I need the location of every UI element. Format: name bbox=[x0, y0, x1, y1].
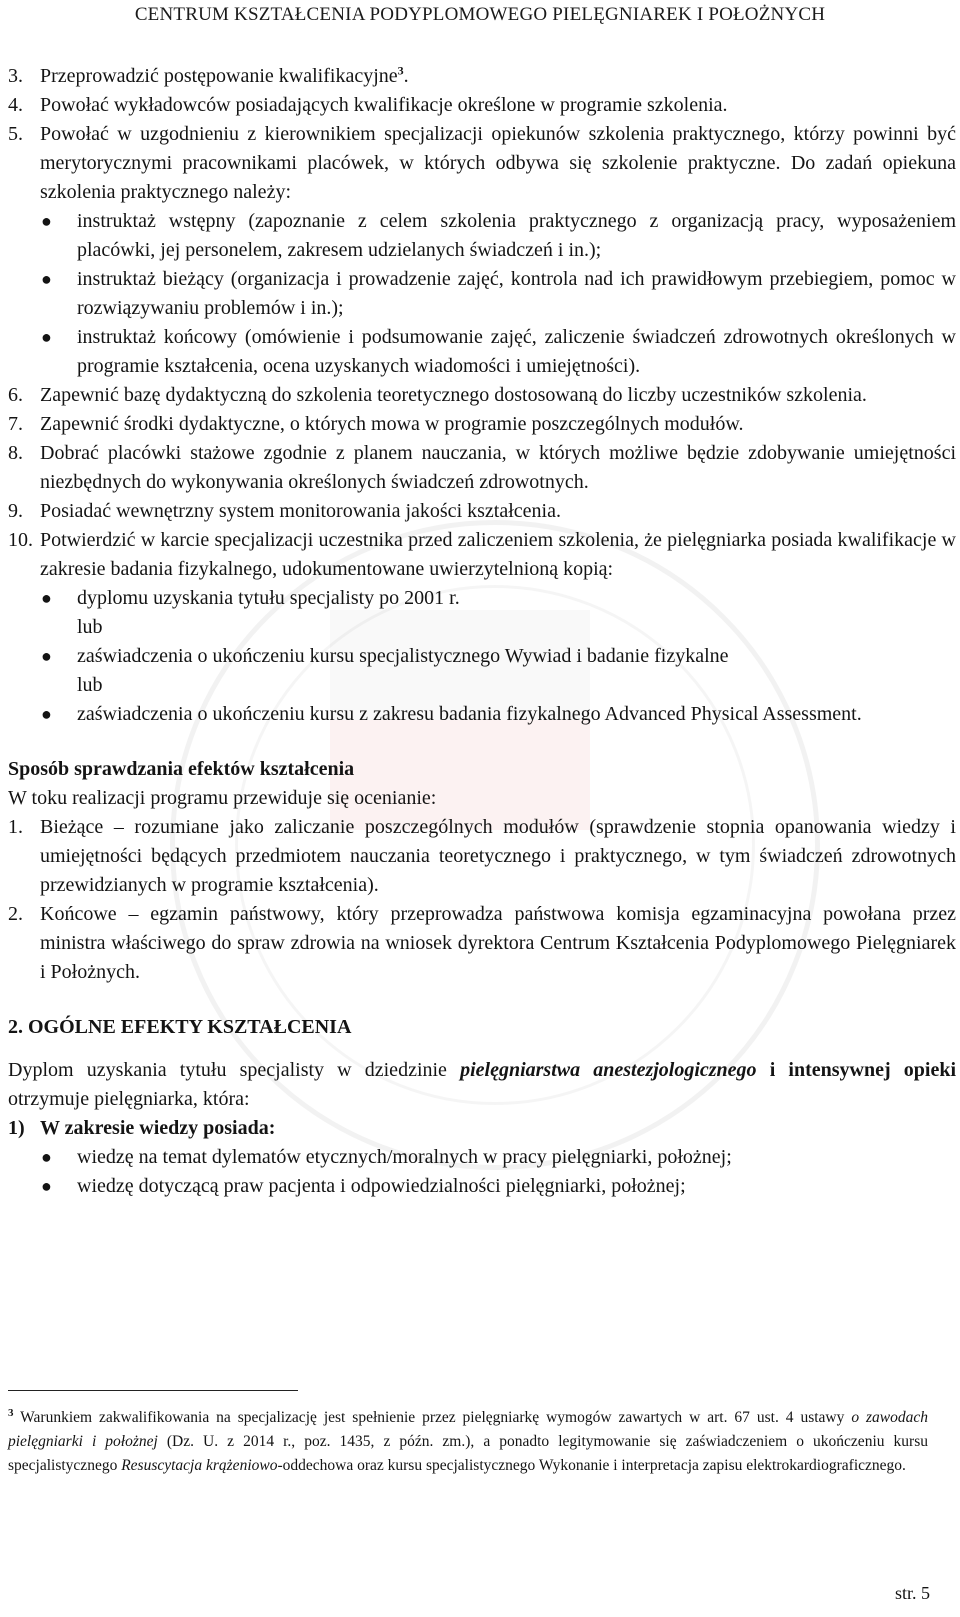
bullet-icon: ● bbox=[41, 269, 52, 289]
section-paragraph: Dyplom uzyskania tytułu specjalisty w dziedzinie pielęgniarstwa anestezjologicznego i intensywnej opieki otrzymuje pielęgniarka, która: bbox=[8, 1059, 956, 1110]
bullet-icon: ● bbox=[41, 646, 52, 666]
main-content bbox=[8, 62, 956, 1201]
list-item: 2. Końcowe – egzamin państwowy, który przeprowadza państwowa komisja egzaminacyjna powołana przez ministra właściwego do spraw zdrowia na wniosek dyrektora Centrum Kształcenia Podyplomowego Pielęgniarek i Położnych. bbox=[8, 903, 956, 983]
bullet-item: ● instruktaż bieżący (organizacja i prowadzenie zajęć, kontrola nad ich prawidłowym przebiegiem, pomoc w rozwiązywaniu problemów i in.); bbox=[8, 265, 956, 323]
list-item: 9. Posiadać wewnętrzny system monitorowania jakości kształcenia. bbox=[8, 500, 561, 522]
or-connector: lub bbox=[77, 674, 103, 696]
bullet-item: ● wiedzę dotyczącą praw pacjenta i odpowiedzialności pielęgniarki, położnej; bbox=[8, 1172, 956, 1201]
page-number: str. 5 bbox=[894, 1583, 930, 1603]
list-item: 10. Potwierdzić w karcie specjalizacji uczestnika przed zaliczeniem szkolenia, że pielęgniarka posiada kwalifikacje w zakresie badania fizykalnego, udokumentowane uwierzytelnioną kopią: bbox=[8, 529, 956, 580]
section-heading: 2. OGÓLNE EFEKTY KSZTAŁCENIA bbox=[8, 1016, 352, 1038]
footnote-ref: 3 bbox=[397, 63, 404, 78]
page-header: CENTRUM KSZTAŁCENIA PODYPLOMOWEGO PIELĘGNIAREK I POŁOŻNYCH bbox=[134, 4, 826, 25]
footnote: $^3$ Warunkiem zakwalifikowania na specjalizację jest spełnienie przez pielęgniarkę wymogów zawartych w art. 67 ust. 4 ustawy o zawodach pielęgniarki i położnej (Dz. U. z 2014 r., poz. 1435, z późn. zm.), a ponadto legitymowanie się zaświadczeniem o ukończeniu kursu specjalistycznego Resuscytacja krążeniowo-oddechowa oraz kursu specjalistycznego Wykonanie i interpretacja zapisu elektrokardiograficznego. bbox=[8, 1406, 929, 1474]
bullet-item: ● dyplomu uzyskania tytułu specjalisty po 2001 r. bbox=[8, 584, 956, 613]
or-connector: lub bbox=[77, 616, 103, 638]
list-item: 7. Zapewnić środki dydaktyczne, o których mowa w programie poszczególnych modułów. bbox=[8, 413, 744, 435]
bullet-icon: ● bbox=[41, 327, 52, 347]
bullet-item: ● wiedzę na temat dylematów etycznych/moralnych w pracy pielęgniarki, położnej; bbox=[8, 1143, 956, 1172]
footnote-mark: 3 bbox=[8, 1406, 14, 1419]
list-item: 6. Zapewnić bazę dydaktyczną do szkolenia teoretycznego dostosowaną do liczby uczestników szkolenia. bbox=[8, 384, 867, 406]
bullet-icon: ● bbox=[41, 704, 52, 724]
list-item: 3. Przeprowadzić postępowanie kwalifikacyjne$^3$. bbox=[8, 63, 409, 87]
assessment-intro: W toku realizacji programu przewiduje się ocenianie: bbox=[8, 787, 437, 809]
list-item: 5. Powołać w uzgodnieniu z kierownikiem specjalizacji opiekunów szkolenia praktycznego, którzy powinni być merytorycznymi pracownikami placówek, w których odbywa się szkolenie praktyczne. Do zadań opiekuna szkolenia praktycznego należy: bbox=[8, 123, 956, 203]
bullet-item: ● instruktaż końcowy (omówienie i podsumowanie zajęć, zaliczenie świadczeń zdrowotnych określonych w programie kształcenia, ocena uzyskanych wiadomości i umiejętności). bbox=[8, 323, 956, 381]
footnote-divider bbox=[8, 1390, 298, 1391]
list-item: 4. Powołać wykładowców posiadających kwalifikacje określone w programie szkolenia. bbox=[8, 94, 728, 116]
bullet-item: ● zaświadczenia o ukończeniu kursu z zakresu badania fizykalnego Advanced Physical Assessment. bbox=[8, 700, 956, 729]
bullet-icon: ● bbox=[41, 1147, 52, 1167]
bullet-icon: ● bbox=[41, 1176, 52, 1196]
subsection-heading: 1) W zakresie wiedzy posiada: bbox=[8, 1117, 276, 1139]
assessment-heading: Sposób sprawdzania efektów kształcenia bbox=[8, 758, 355, 780]
bullet-item: ● instruktaż wstępny (zapoznanie z celem szkolenia praktycznego z organizacją pracy, wyposażeniem placówki, jej personelem, zakresem udzielanych świadczeń i in.); bbox=[8, 207, 956, 265]
bullet-icon: ● bbox=[41, 588, 52, 608]
list-item: 8. Dobrać placówki stażowe zgodnie z planem nauczania, w których możliwe będzie zdobywanie umiejętności niezbędnych do wykonywania określonych świadczeń zdrowotnych. bbox=[8, 442, 956, 493]
bullet-item: ● zaświadczenia o ukończeniu kursu specjalistycznego Wywiad i badanie fizykalne bbox=[8, 642, 956, 671]
list-item: 1. Bieżące – rozumiane jako zaliczanie poszczególnych modułów (sprawdzenie stopnia opanowania wiedzy i umiejętności będących przedmiotem nauczania teoretycznego i praktycznego, w tym świadczeń zdrowotnych przewidzianych w programie kształcenia). bbox=[8, 816, 956, 896]
bullet-icon: ● bbox=[41, 211, 52, 231]
